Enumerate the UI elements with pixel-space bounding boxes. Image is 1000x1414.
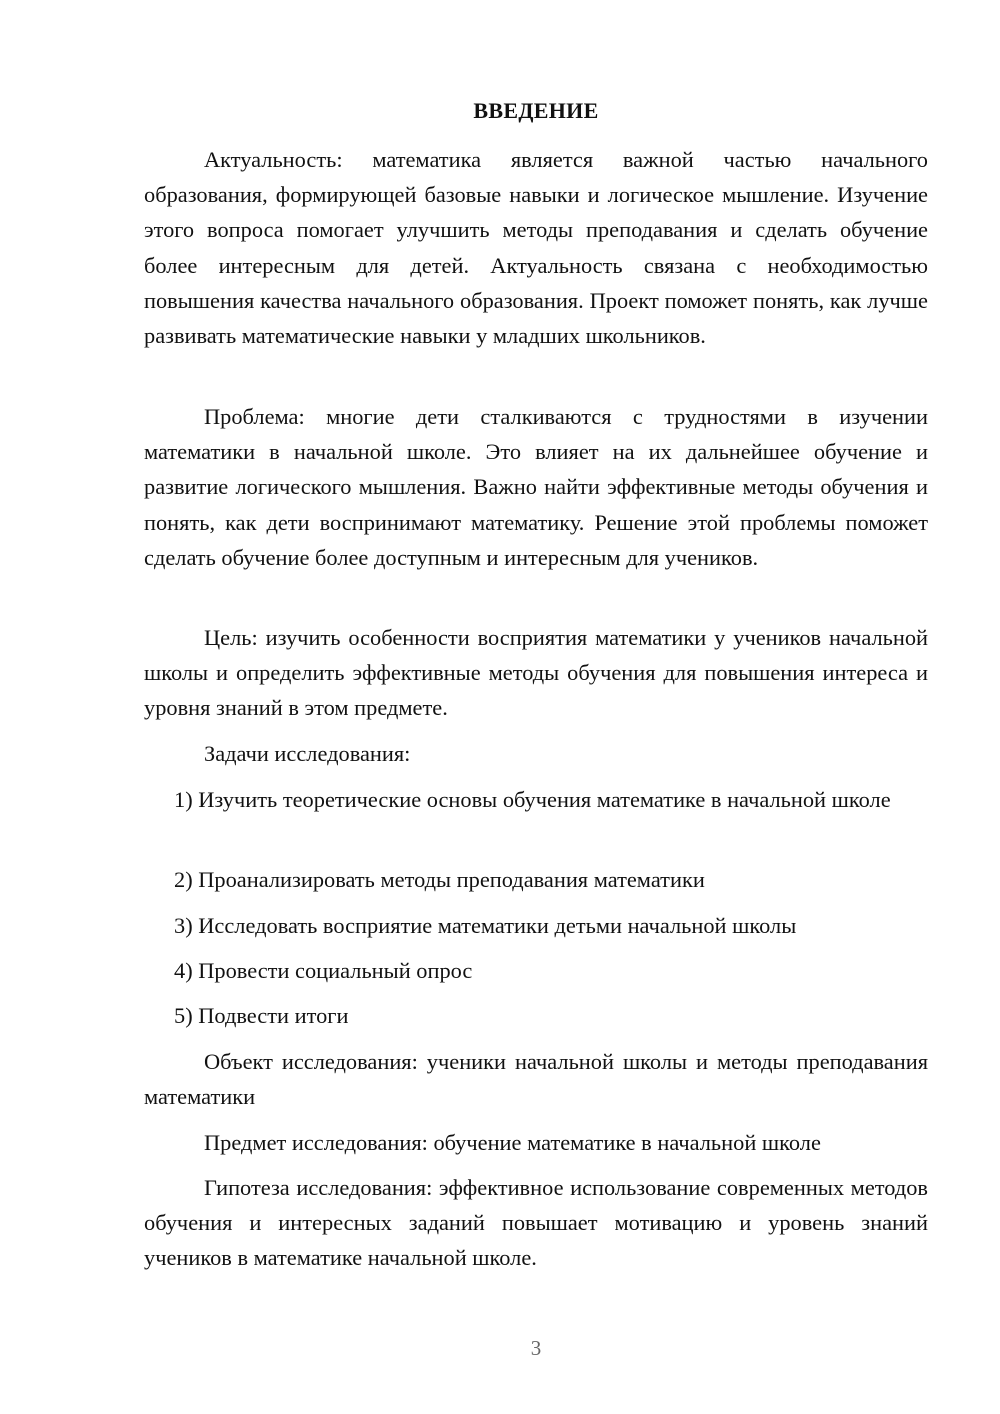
- object-paragraph: Объект исследования: ученики начальной школы и методы преподавания математики: [144, 1049, 928, 1110]
- subject-paragraph: Предмет исследования: обучение математике в начальной школе: [204, 1130, 821, 1155]
- hypothesis-paragraph: Гипотеза исследования: эффективное использование современных методов обучения и интересных заданий повышает мотивацию и уровень знаний учеников в математике начальной школе.: [144, 1175, 928, 1271]
- page-number: 3: [530, 1336, 542, 1360]
- relevance-paragraph: Актуальность: математика является важной частью начального образования, формирующей базовые навыки и логическое мышление. Изучение этого вопроса помогает улучшить методы преподавания и сделать обучение более интересным для детей. Актуальность связана с необходимостью повышения качества начального образования. Проект поможет понять, как лучше развивать математические навыки у младших школьников.: [144, 147, 928, 349]
- page-title: ВВЕДЕНИЕ: [473, 98, 599, 123]
- goal-paragraph: Цель: изучить особенности восприятия математики у учеников начальной школы и определить эффективные методы обучения для повышения интереса и уровня знаний в этом предмете.: [144, 625, 928, 721]
- task-item-5: 5) Подвести итоги: [174, 1003, 349, 1028]
- task-item-3: 3) Исследовать восприятие математики детьми начальной школы: [174, 913, 797, 938]
- problem-paragraph: Проблема: многие дети сталкиваются с трудностями в изучении математики в начальной школе. Это влияет на их дальнейшее обучение и развитие логического мышления. Важно найти эффективные методы обучения и понять, как дети воспринимают математику. Решение этой проблемы поможет сделать обучение более доступным и интересным для учеников.: [144, 404, 928, 570]
- task-item-1: 1) Изучить теоретические основы обучения математике в начальной школе: [174, 787, 891, 812]
- task-item-4: 4) Провести социальный опрос: [174, 958, 473, 983]
- task-item-2: 2) Проанализировать методы преподавания математики: [174, 867, 705, 892]
- tasks-heading: Задачи исследования:: [204, 741, 411, 766]
